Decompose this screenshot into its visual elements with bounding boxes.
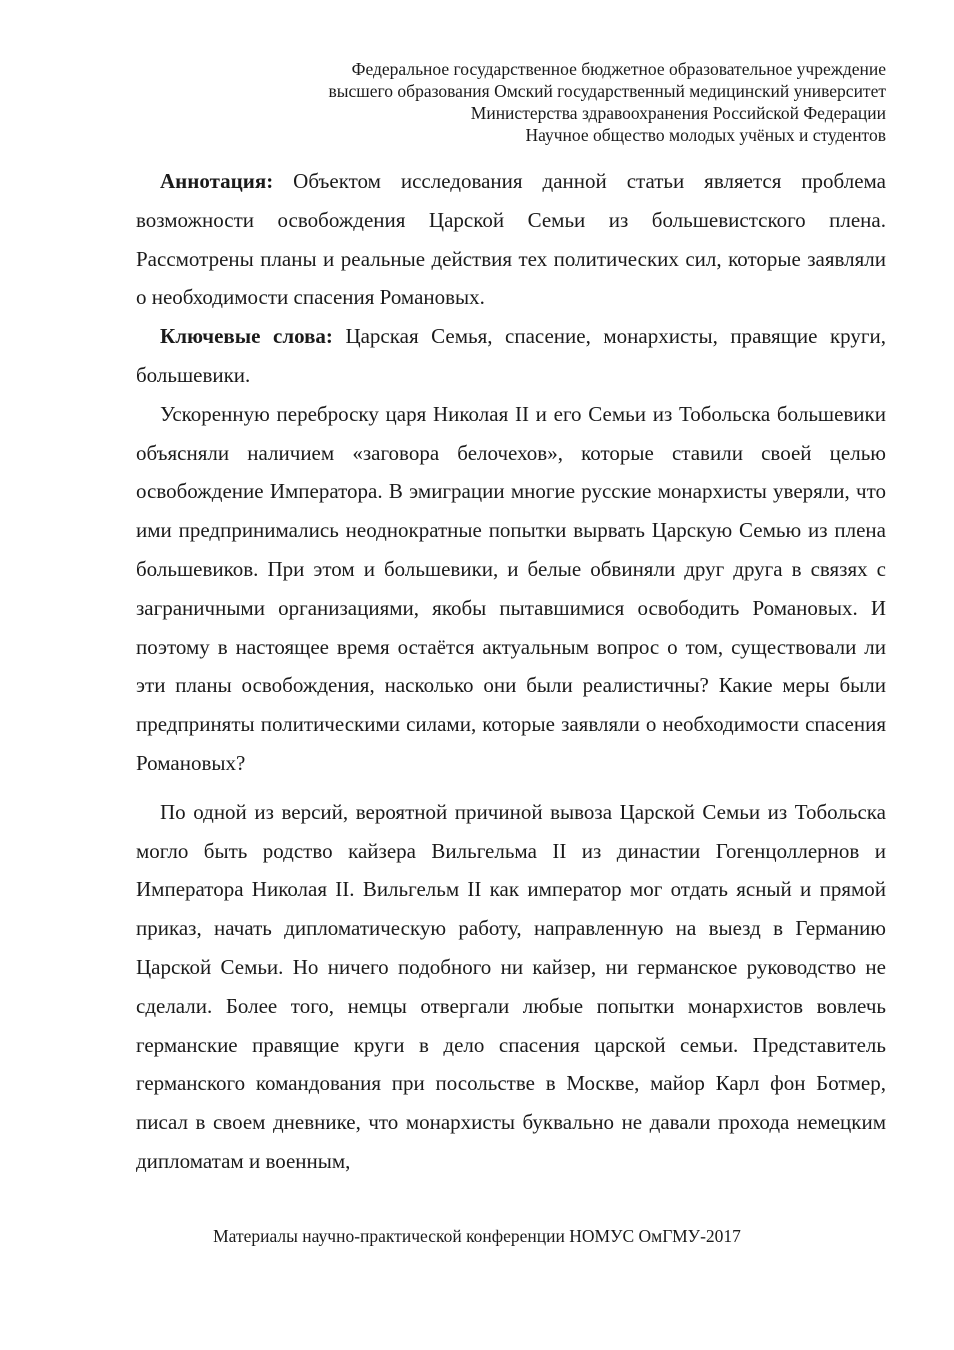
abstract-label: Аннотация: <box>160 169 274 193</box>
header-line-1: Федеральное государственное бюджетное образовательное учреждение <box>351 59 886 79</box>
keywords-label: Ключевые слова: <box>160 324 333 349</box>
keywords-text: Царская Семья, спасение, монархисты, правящие круги, большевики. <box>136 324 886 387</box>
header-line-3: Министерства здравоохранения Российской Федерации <box>470 103 886 123</box>
body-paragraph-2: По одной из версий, вероятной причиной вывоза Царской Семьи из Тобольска могло быть родство кайзера Вильгельма II из династии Гогенцоллернов и Императора Николая II. Вильгельм II как император мог отдать ясный и прямой приказ, начать дипломатическую работу, направленную на выезд в Германию Царской Семьи. Но ничего подобного ни кайзер, ни германское руководство не сделали. Более того, немцы отвергали любые попытки монархистов вовлечь германские правящие круги в дело спасения царской семьи. Представитель германского командования при посольстве в Москве, майор Карл фон Ботмер, писал в своем дневнике, что монархисты буквально не давали прохода немецким дипломатам и военным, <box>136 799 886 1173</box>
body-paragraph-1: Ускоренную переброску царя Николая II и его Семьи из Тобольска большевики объясняли наличием «заговора белочехов», которые ставили своей целью освобождение Императора. В эмиграции многие русские монархисты уверяли, что ими предпринимались неоднократные попытки вырвать Царскую Семью из плена большевиков. При этом и большевики, и белые обвиняли друг друга в связях с заграничными организациями, якобы пытавшимися освободить Романовых. И поэтому в настоящее время остаётся актуальным вопрос о том, существовали ли эти планы освобождения, насколько они были реалистичны? Какие меры были предприняты политическими силами, которые заявляли о необходимости спасения Романовых? <box>136 401 886 775</box>
abstract-text: Объектом исследования данной статьи является проблема возможности освобождения Царской Семьи из большевистского плена. Рассмотрены планы и реальные действия тех политических сил, которые заявляли о необходимости спасения Романовых. <box>136 169 886 310</box>
header-line-4: Научное общество молодых учёных и студентов <box>525 125 886 145</box>
institution-header <box>136 58 886 146</box>
conference-footer: Материалы научно-практической конференции НОМУС ОмГМУ-2017 <box>213 1226 741 1246</box>
header-line-2: высшего образования Омский государственный медицинский университет <box>328 81 886 101</box>
article-body <box>136 162 886 1181</box>
abstract-paragraph <box>136 162 886 317</box>
keywords-paragraph <box>136 317 886 395</box>
